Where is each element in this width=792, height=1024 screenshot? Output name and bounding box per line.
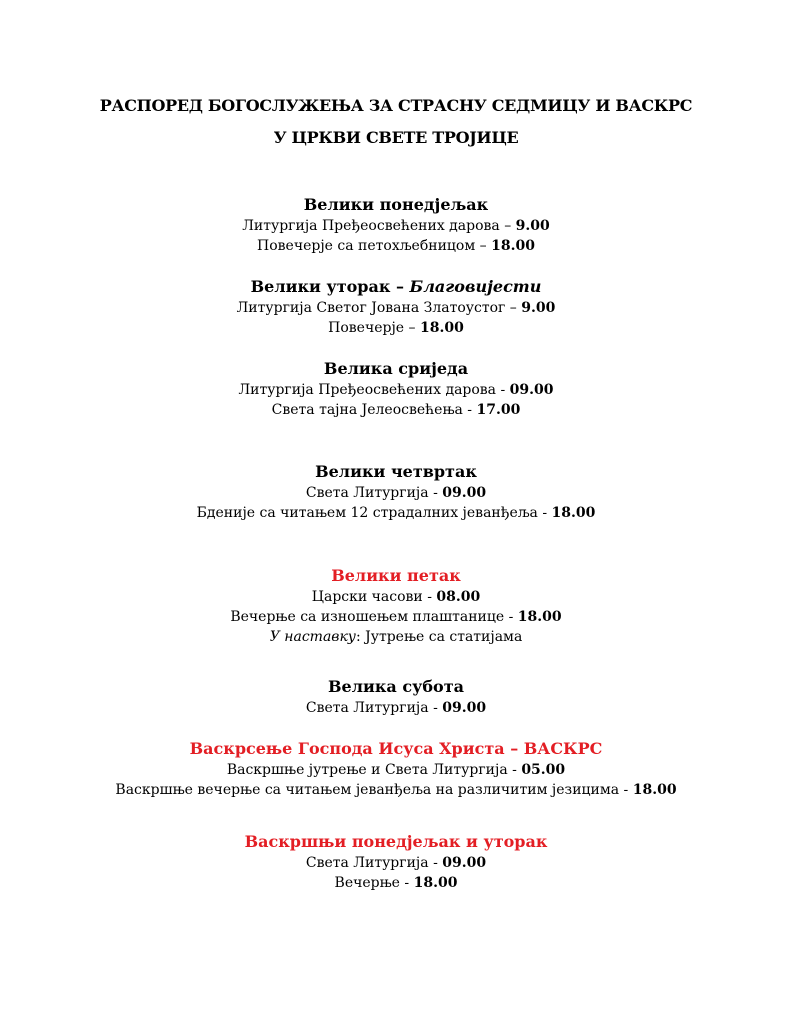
day-heading-text: Васкршњи понедјељак и уторак [244,832,548,851]
service-line [0,380,792,400]
day-heading [0,676,792,698]
service-name: Повечерје – [328,320,420,336]
schedule-day-great-thursday [0,461,792,523]
service-name: Вечерње са изношењем плаштанице - [230,609,518,625]
continuation-label: У наставку [269,629,356,645]
service-time: 09.00 [442,700,487,716]
service-time: 18.00 [420,320,464,336]
service-name: Света Литургија - [305,485,443,501]
service-time: 08.00 [436,589,481,605]
service-line [0,587,792,607]
document-subtitle: У ЦРКВИ СВЕТЕ ТРОЈИЦЕ [273,128,519,147]
service-name: Царски часови - [311,589,437,605]
day-heading [0,461,792,483]
service-line [0,503,792,523]
service-name: : Јутрење са статијама [355,629,523,645]
service-line [0,627,792,647]
schedule-day-great-friday [0,565,792,647]
service-line [0,318,792,338]
service-line [0,780,792,800]
day-heading [0,358,792,380]
service-name: Повечерје са петохљебницом – [257,238,492,254]
schedule-day-easter [0,738,792,800]
schedule-day-great-tuesday [0,276,792,338]
service-time: 09.00 [509,382,554,398]
service-name: Литургија Светог Јована Златоустог – [236,300,522,316]
service-name: Васкршње јутрење и Света Литургија - [226,762,522,778]
service-name: Литургија Пређеосвећених дарова - [238,382,510,398]
service-time: 17.00 [476,402,521,418]
service-time: 05.00 [521,762,566,778]
service-time: 09.00 [442,855,487,871]
service-time: 18.00 [517,609,562,625]
document-title: РАСПОРЕД БОГОСЛУЖЕЊА ЗА СТРАСНУ СЕДМИЦУ И ВАСКРС [99,96,693,115]
service-line [0,760,792,780]
day-heading [0,276,792,298]
service-line [0,298,792,318]
service-name: Бденије са читањем 12 страдалних јеванђеља - [196,505,552,521]
service-name: Литургија Пређеосвећених дарова – [242,218,516,234]
service-name: Вечерње - [334,875,414,891]
service-time: 18.00 [491,238,535,254]
day-heading-text: Велика сриједа [323,359,469,378]
service-line [0,873,792,893]
service-line [0,607,792,627]
day-heading-text: Велики четвртак [315,462,477,481]
day-heading-text: Велика субота [328,677,464,696]
service-time: 18.00 [632,782,677,798]
service-name: Васкршње вечерње са читањем јеванђеља на различитим језицима - [115,782,633,798]
day-heading [0,738,792,760]
service-time: 09.00 [442,485,487,501]
service-time: 18.00 [413,875,458,891]
service-time: 18.00 [551,505,596,521]
schedule-day-great-wednesday [0,358,792,420]
schedule-day-easter-monday-tuesday [0,831,792,893]
service-line [0,216,792,236]
service-name: Света Литургија - [305,855,443,871]
service-line [0,400,792,420]
day-heading [0,565,792,587]
service-line [0,698,792,718]
service-line [0,853,792,873]
day-heading [0,831,792,853]
service-time: 9.00 [515,218,550,234]
day-heading-text: Велики петак [331,566,461,585]
schedule-day-great-saturday [0,676,792,718]
day-heading [0,194,792,216]
service-line [0,236,792,256]
service-time: 9.00 [521,300,556,316]
day-heading-dash: – [390,277,410,296]
service-name: Света тајна Јелеосвећења - [271,402,477,418]
day-heading-text: Васкрсење Господа Исуса Христа – ВАСКРС [189,739,603,758]
day-heading-text: Велики понедјељак [303,195,489,214]
service-line [0,483,792,503]
service-name: Света Литургија - [305,700,443,716]
day-heading-text: Велики уторак [250,277,391,296]
feast-name: Благовијести [409,277,542,296]
schedule-day-great-monday [0,194,792,256]
